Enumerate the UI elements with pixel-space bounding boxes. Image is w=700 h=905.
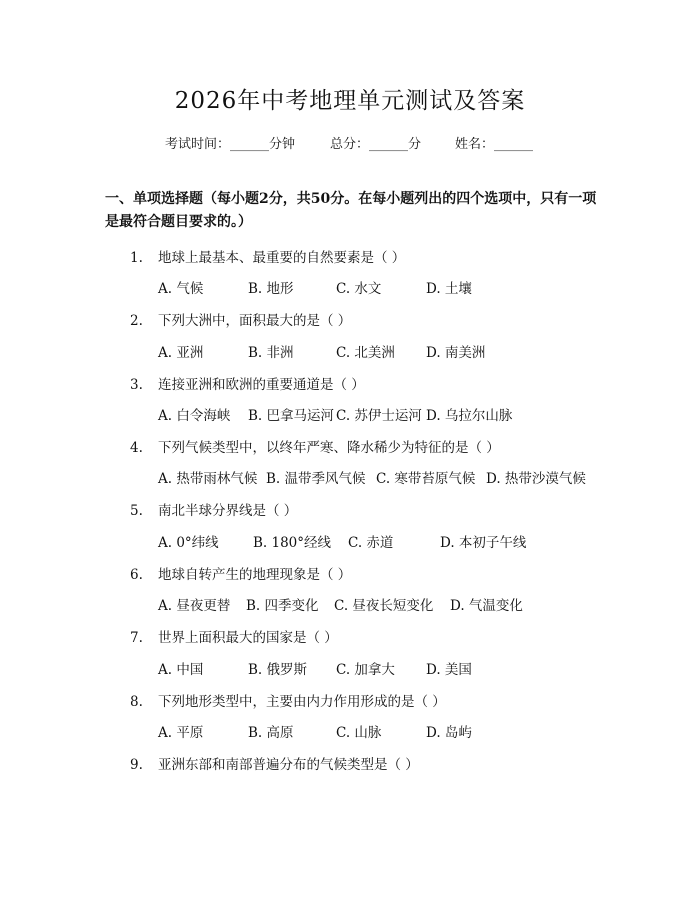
option-c: C. 水文	[336, 281, 382, 297]
student-name-field: 姓名：______	[455, 137, 534, 152]
option-d: D. 热带沙漠气候	[486, 471, 586, 487]
option-d: D. 本初子午线	[440, 535, 527, 551]
option-d: D. 土壤	[426, 281, 472, 297]
question-number: 3.	[130, 377, 143, 393]
question-7	[130, 626, 338, 646]
question-number: 5.	[130, 503, 143, 519]
question-8	[130, 690, 446, 710]
option-a: A. 平原	[158, 725, 204, 741]
question-5	[130, 499, 297, 519]
question-number: 6.	[130, 567, 143, 583]
question-number: 7.	[130, 630, 143, 646]
question-3	[130, 373, 365, 393]
option-b: B. 非洲	[248, 345, 294, 361]
option-d: D. 岛屿	[426, 725, 472, 741]
option-b: B. 温带季风气候	[266, 471, 366, 487]
option-b: B. 俄罗斯	[248, 662, 308, 678]
option-c: C. 加拿大	[336, 662, 395, 678]
question-1	[130, 246, 405, 266]
option-c: C. 寒带苔原气候	[376, 471, 476, 487]
option-b: B. 巴拿马运河	[248, 408, 335, 424]
option-a: A. 白令海峡	[158, 408, 231, 424]
option-d: D. 气温变化	[450, 598, 523, 614]
option-d: D. 南美洲	[426, 345, 486, 361]
question-text: 地球上最基本、最重要的自然要素是（ ）	[158, 250, 406, 266]
option-a: A. 气候	[158, 281, 204, 297]
question-2	[130, 309, 351, 329]
option-c: C. 北美洲	[336, 345, 395, 361]
option-b: B. 地形	[248, 281, 294, 297]
exam-time-field: 考试时间：______分钟	[165, 137, 296, 152]
option-b: B. 高原	[248, 725, 294, 741]
option-c: C. 山脉	[336, 725, 382, 741]
question-text: 下列气候类型中，以终年严寒、降水稀少为特征的是（ ）	[158, 440, 500, 456]
option-d: D. 乌拉尔山脉	[426, 408, 513, 424]
question-text: 地球自转产生的地理现象是（ ）	[158, 567, 352, 583]
option-c: C. 苏伊士运河	[336, 408, 422, 424]
option-a: A. 亚洲	[158, 345, 204, 361]
question-6	[130, 563, 351, 583]
option-a: A. 中国	[158, 662, 204, 678]
option-a: A. 昼夜更替	[158, 598, 231, 614]
question-text: 世界上面积最大的国家是（ ）	[158, 630, 338, 646]
page-title: 2026年中考地理单元测试及答案	[174, 88, 526, 114]
section-heading: 一、单项选择题（每小题2分，共50分。在每小题列出的四个选项中，只有一项是最符合题目要求的。）	[105, 191, 597, 230]
option-b: B. 180°经线	[253, 535, 332, 551]
question-number: 4.	[130, 440, 143, 456]
option-b: B. 四季变化	[246, 598, 319, 614]
option-d: D. 美国	[426, 662, 472, 678]
question-number: 1.	[130, 250, 143, 266]
question-number: 8.	[130, 694, 143, 710]
question-text: 连接亚洲和欧洲的重要通道是（ ）	[158, 377, 365, 393]
question-text: 南北半球分界线是（ ）	[158, 503, 298, 519]
option-c: C. 赤道	[348, 535, 394, 551]
option-a: A. 热带雨林气候	[158, 471, 258, 487]
option-c: C. 昼夜长短变化	[334, 598, 434, 614]
question-number: 2.	[130, 313, 143, 329]
total-score-field: 总分：______分	[330, 137, 422, 152]
question-4	[130, 436, 500, 456]
question-9	[130, 753, 419, 773]
question-number: 9.	[130, 757, 143, 773]
option-a: A. 0°纬线	[158, 535, 219, 551]
question-text: 下列地形类型中，主要由内力作用形成的是（ ）	[158, 694, 446, 710]
question-text: 下列大洲中，面积最大的是（ ）	[158, 313, 352, 329]
question-text: 亚洲东部和南部普遍分布的气候类型是（ ）	[158, 757, 419, 773]
